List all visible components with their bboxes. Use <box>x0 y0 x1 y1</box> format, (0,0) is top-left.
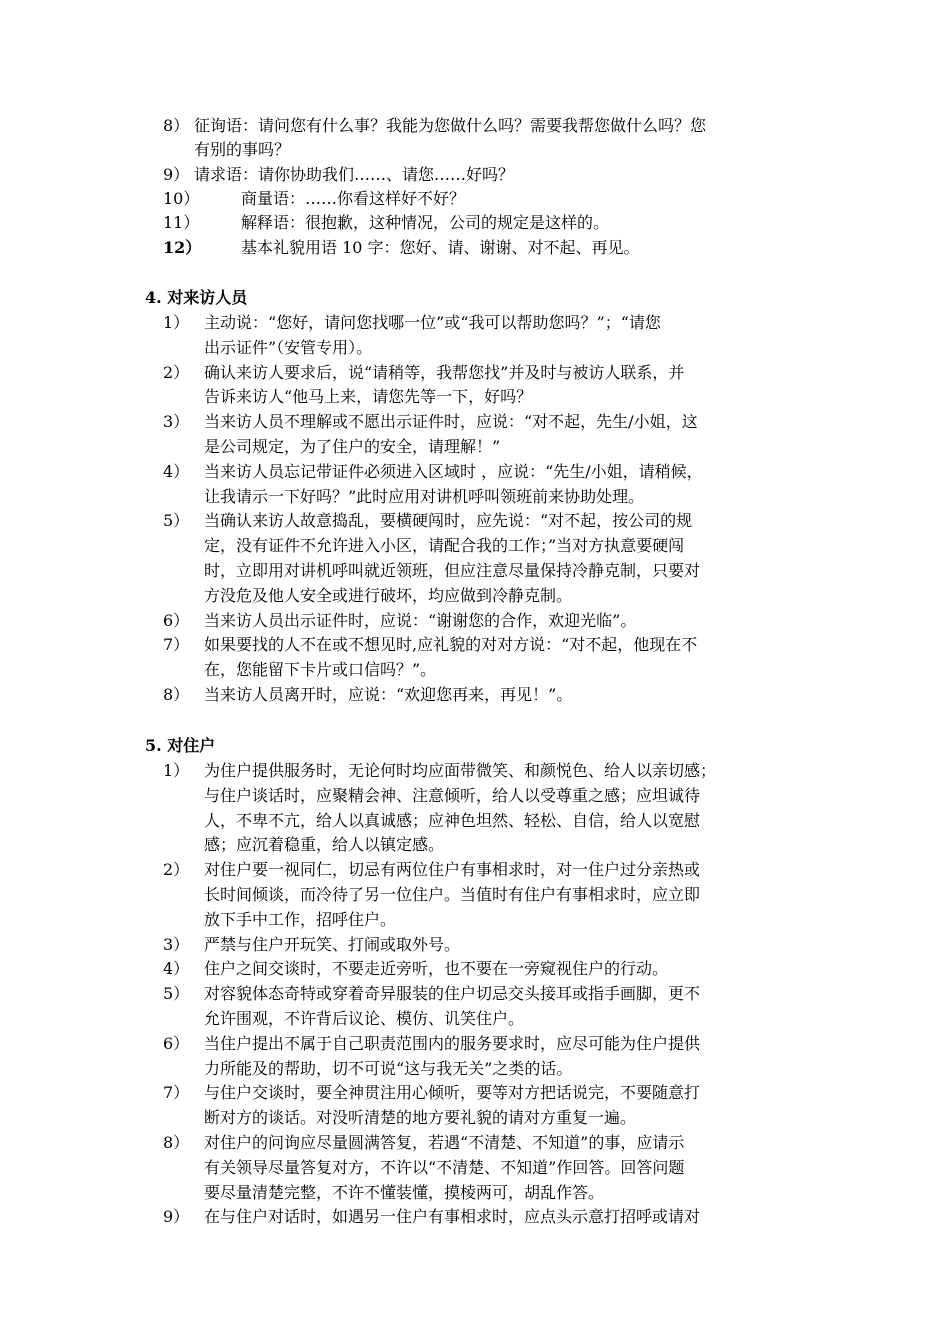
list-item-text: 当来访人员忘记带证件必须进入区域时 ，应说：“先生/小姐，请稍候， <box>204 461 703 481</box>
list-number: 2） <box>163 362 190 382</box>
section-5-heading: 5. 对住户 <box>145 736 216 755</box>
list-item-text: 对住户的问询应尽量圆满答复，若遇“不清楚、不知道”的事，应请示 <box>204 1133 685 1152</box>
list-item-text: 当住户提出不属于自己职责范围内的服务要求时，应尽可能为住户提供 <box>204 1033 701 1053</box>
list-item-text: 放下手中工作，招呼住户。 <box>204 909 397 929</box>
list-number: 6） <box>163 610 190 630</box>
list-item-text: 严禁与住户开玩笑、打闹或取外号。 <box>204 934 461 954</box>
list-item-text: 当来访人员不理解或不愿出示证件时，应说：“对不起，先生/小姐，这 <box>204 412 698 432</box>
list-number: 8） <box>163 116 190 135</box>
list-number: 9） <box>163 1207 190 1227</box>
list-number: 6） <box>163 1033 190 1053</box>
list-item-text: 住户之间交谈时，不要走近旁听，也不要在一旁窥视住户的行动。 <box>204 959 669 979</box>
list-item-text: 是公司规定，为了住户的安全，请理解！” <box>204 437 501 456</box>
list-item-text: 感；应沉着稳重，给人以镇定感。 <box>204 835 445 855</box>
list-number: 8） <box>163 1133 190 1152</box>
list-number: 5） <box>163 511 190 531</box>
list-item-text: 时，立即用对讲机呼叫就近领班，但应注意尽量保持冷静克制，只要对 <box>204 561 701 580</box>
list-item-text: 确认来访人要求后，说“请稍等，我帮您找”并及时与被访人联系，并 <box>204 362 685 382</box>
list-item-text: 商量语：……你看这样好不好？ <box>241 189 466 208</box>
list-item-text: 与住户交谈时，要全神贯注用心倾听，要等对方把话说完，不要随意打 <box>204 1083 701 1103</box>
list-item-text: 力所能及的帮助，切不可说“这与我无关”之类的话。 <box>204 1058 573 1078</box>
list-number: 11） <box>163 213 200 232</box>
list-number: 5） <box>163 984 190 1004</box>
list-item-text: 对容貌体态奇特或穿着奇异服装的住户切忌交头接耳或指手画脚，更不 <box>204 984 701 1004</box>
list-item-text: 有别的事吗？ <box>194 140 291 159</box>
list-number: 3） <box>163 934 190 954</box>
list-item-text: 方没危及他人安全或进行破坏，均应做到冷静克制。 <box>204 585 573 605</box>
list-item-text: 如果要找的人不在或不想见时,应礼貌的对对方说：“对不起，他现在不 <box>204 635 698 655</box>
list-number: 4） <box>163 461 190 481</box>
list-item-text: 与住户谈话时，应聚精会神、注意倾听，给人以受尊重之感；应坦诚待 <box>204 785 701 805</box>
list-number: 4） <box>163 959 190 979</box>
list-number: 9） <box>163 165 190 184</box>
list-item-text: 人，不卑不亢，给人以真诚感；应神色坦然、轻松、自信，给人以宽慰 <box>204 810 701 830</box>
list-item-text: 为住户提供服务时，无论何时均应面带微笑、和颜悦色、给人以亲切感； <box>204 761 717 780</box>
list-item-text: 在与住户对话时，如遇另一住户有事相求时，应点头示意打招呼或请对 <box>204 1207 701 1227</box>
list-item-text: 定，没有证件不允许进入小区，请配合我的工作；”当对方执意要硬闯 <box>204 536 685 556</box>
list-item-text: 让我请示一下好吗？”此时应用对讲机呼叫领班前来协助处理。 <box>204 486 645 506</box>
list-item-text: 允许围观，不许背后议论、模仿、讥笑住户。 <box>204 1009 525 1028</box>
list-item-text: 征询语：请问您有什么事？我能为您做什么吗？需要我帮您做什么吗？您 <box>194 116 707 135</box>
list-number: 10） <box>163 189 200 208</box>
list-item-text: 当来访人员离开时，应说：“欢迎您再来，再见！”。 <box>204 685 573 704</box>
list-number: 3） <box>163 412 190 432</box>
list-item-text: 断对方的谈话。对没听清楚的地方要礼貌的请对方重复一遍。 <box>204 1108 637 1128</box>
section-4-heading: 4. 对来访人员 <box>145 288 248 307</box>
list-number: 12） <box>163 238 202 257</box>
list-number: 2） <box>163 860 190 880</box>
list-item-text: 当确认来访人故意捣乱，要横硬闯时，应先说：“对不起，按公司的规 <box>204 511 693 531</box>
list-item-text: 长时间倾谈，而冷待了另一位住户。当值时有住户有事相求时，应立即 <box>204 885 701 904</box>
list-item-text: 要尽量清楚完整，不许不懂装懂，摸棱两可，胡乱作答。 <box>204 1182 605 1202</box>
list-item-text: 基本礼貌用语 10 字：您好、请、谢谢、对不起、再见。 <box>241 238 640 257</box>
list-item-text: 有关领导尽量答复对方，不许以“不清楚、不知道”作回答。回答问题 <box>204 1157 685 1177</box>
list-item-text: 告诉来访人“他马上来，请您先等一下，好吗？ <box>204 387 533 407</box>
list-number: 7） <box>163 1083 190 1103</box>
list-item-text: 对住户要一视同仁，切忌有两位住户有事相求时，对一住户过分亲热或 <box>204 860 701 880</box>
list-item-text: 解释语：很抱歉，这种情况，公司的规定是这样的。 <box>241 213 610 232</box>
list-item-text: 请求语：请你协助我们……、请您……好吗？ <box>194 165 515 184</box>
list-item-text: 主动说：“您好，请问您找哪一位”或“我可以帮助您吗？”；“请您 <box>204 313 661 332</box>
list-number: 8） <box>163 685 190 704</box>
list-item-text: 在，您能留下卡片或口信吗？”。 <box>204 660 437 680</box>
list-number: 1） <box>163 761 190 780</box>
list-number: 1） <box>163 313 190 332</box>
list-item-text: 出示证件”（安管专用）。 <box>204 337 373 357</box>
list-number: 7） <box>163 635 190 655</box>
list-item-text: 当来访人员出示证件时，应说：“谢谢您的合作，欢迎光临”。 <box>204 610 637 630</box>
